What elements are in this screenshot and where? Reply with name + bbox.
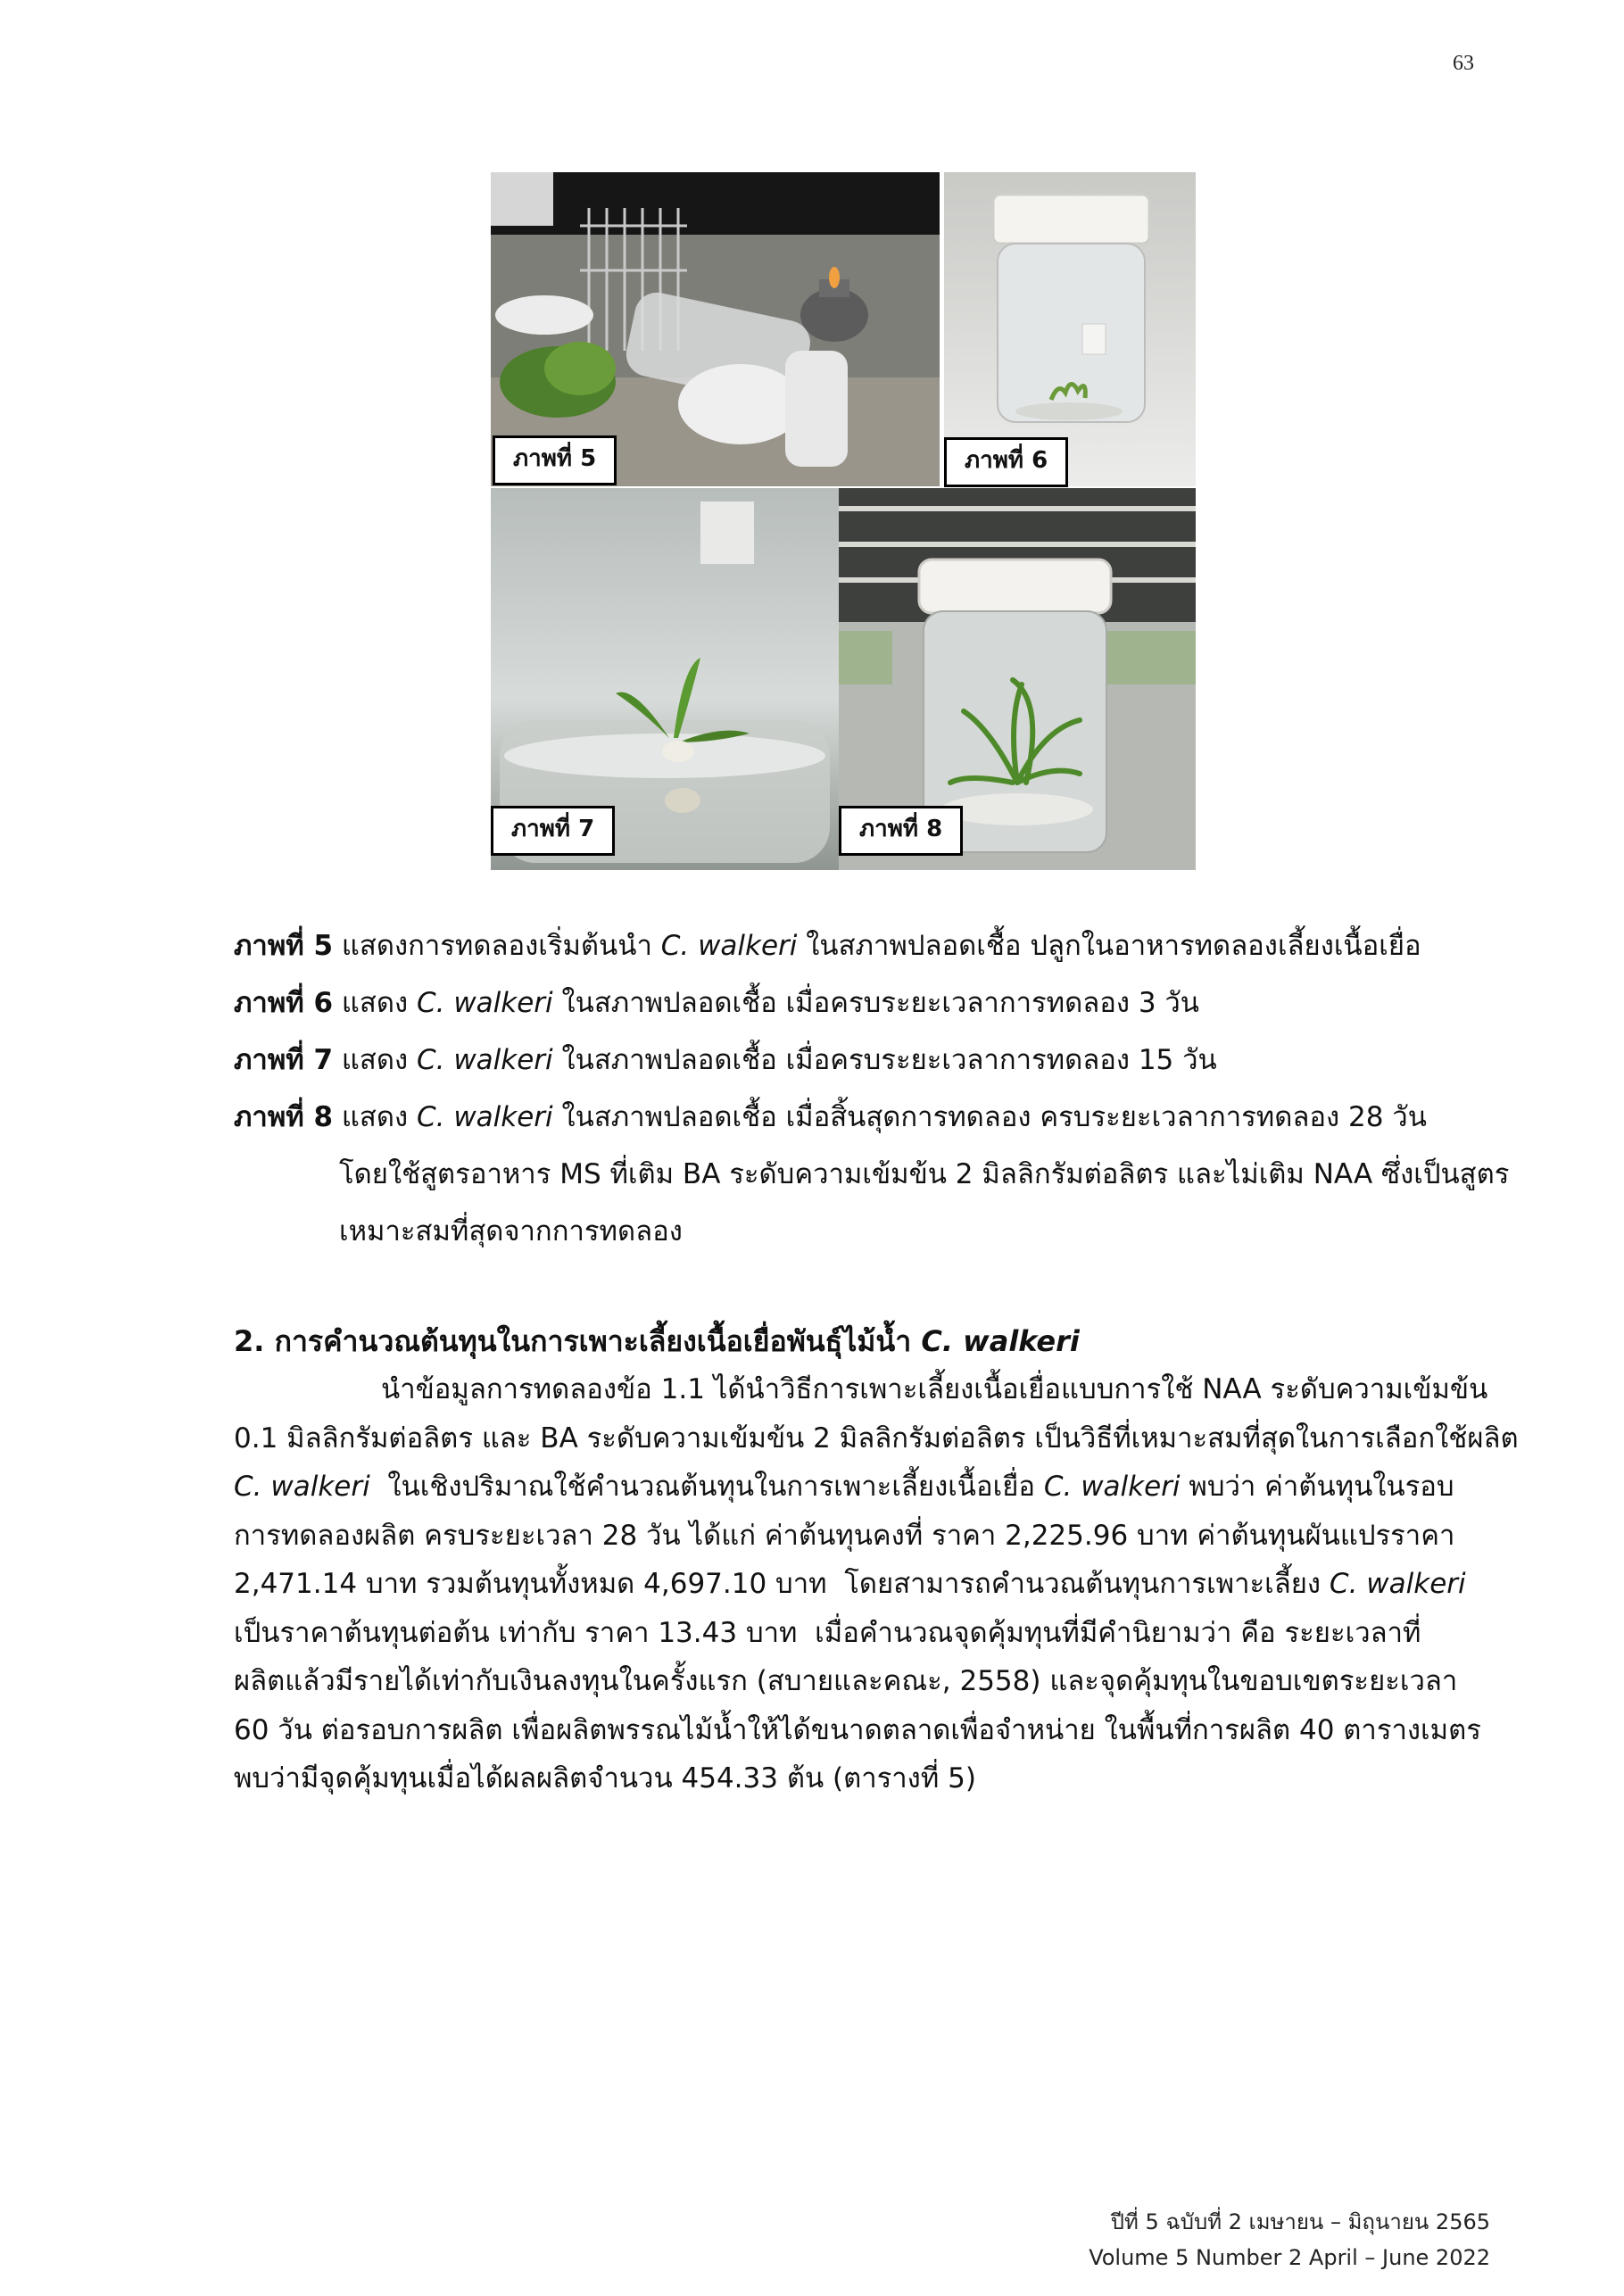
paragraph-line-5-text	[234, 1560, 1466, 1609]
footer-english: Volume 5 Number 2 April – June 2022	[1089, 2245, 1490, 2270]
caption-8-species: C. walkeri	[416, 1101, 553, 1133]
paragraph-line-6	[234, 1609, 1479, 1658]
paragraph-line-2-text: 0.1 มิลลิกรัมต่อลิตร และ BA ระดับความเข้มข้น 2 มิลลิกรัมต่อลิตร เป็นวิธีที่เหมาะสมที่สุดในการเลือกใช้ผลิต	[234, 1422, 1519, 1455]
species-italic: C. walkeri	[1043, 1471, 1181, 1503]
species-italic: C. walkeri	[1329, 1568, 1466, 1600]
paragraph-line-4	[234, 1512, 1479, 1561]
paragraph-line-3-b: พบว่า ค่าต้นทุนในรอบ	[1180, 1471, 1454, 1503]
paragraph-line-9-text: พบว่ามีจุดคุ้มทุนเมื่อได้ผลผลิตจำนวน 454.33 ต้น (ตารางที่ 5)	[234, 1762, 976, 1795]
caption-5	[234, 917, 1483, 974]
body-paragraph	[234, 1365, 1519, 1803]
caption-8-text-a: แสดง	[333, 1101, 417, 1133]
paragraph-line-1	[234, 1365, 1488, 1414]
figure-captions	[234, 917, 1510, 1260]
paragraph-line-8	[234, 1706, 1479, 1755]
caption-8-label: ภาพที่ 8	[234, 1101, 334, 1133]
caption-7-species: C. walkeri	[416, 1044, 553, 1076]
species-italic: C. walkeri	[234, 1471, 370, 1503]
photo-6-label: ภาพที่ 6	[944, 437, 1068, 487]
paragraph-line-2	[234, 1414, 1519, 1463]
paragraph-line-3	[234, 1463, 1479, 1512]
paragraph-line-9	[234, 1754, 1479, 1803]
caption-6-text-a: แสดง	[333, 987, 417, 1019]
photo-5-label: ภาพที่ 5	[493, 435, 617, 485]
page-number: 63	[1453, 52, 1474, 75]
paragraph-line-5-a: 2,471.14 บาท รวมต้นทุนทั้งหมด 4,697.10 บาท โดยสามารถคำนวณต้นทุนการเพาะเลี้ยง	[234, 1568, 1330, 1600]
caption-8	[234, 1089, 1483, 1146]
caption-8-line-3: เหมาะสมที่สุดจากการทดลอง	[339, 1215, 683, 1247]
paragraph-line-3-text	[234, 1463, 1454, 1512]
caption-7-label: ภาพที่ 7	[234, 1044, 334, 1076]
caption-5-label: ภาพที่ 5	[234, 930, 334, 962]
photo-7-label: ภาพที่ 7	[491, 806, 615, 856]
caption-5-text-b: ในสภาพปลอดเชื้อ ปลูกในอาหารทดลองเลี้ยงเนื้อเยื่อ	[797, 930, 1421, 962]
paragraph-line-7-text: ผลิตแล้วมีรายได้เท่ากับเงินลงทุนในครั้งแรก (สบายและคณะ, 2558) และจุดคุ้มทุนในขอบเขตระยะเวลา	[234, 1665, 1458, 1697]
caption-8-line-2: โดยใช้สูตรอาหาร MS ที่เติม BA ระดับความเข้มข้น 2 มิลลิกรัมต่อลิตร และไม่เติม NAA ซึ่งเป็นสูตร	[339, 1158, 1510, 1190]
paragraph-line-5	[234, 1560, 1479, 1609]
caption-8-text-b: ในสภาพปลอดเชื้อ เมื่อสิ้นสุดการทดลอง ครบระยะเวลาการทดลอง 28 วัน	[552, 1101, 1427, 1133]
caption-7	[234, 1032, 1483, 1089]
section-heading-text: 2. การคำนวณต้นทุนในการเพาะเลี้ยงเนื้อเยื่อพันธุ์ไม้น้ำ	[234, 1324, 922, 1358]
caption-5-species: C. walkeri	[660, 930, 798, 962]
footer-thai: ปีที่ 5 ฉบับที่ 2 เมษายน – มิถุนายน 2565	[1110, 2209, 1490, 2234]
caption-7-text-b: ในสภาพปลอดเชื้อ เมื่อครบระยะเวลาการทดลอง 15 วัน	[552, 1044, 1217, 1076]
caption-7-text-a: แสดง	[333, 1044, 417, 1076]
photo-8-label: ภาพที่ 8	[839, 806, 963, 856]
paragraph-line-1-text: นำข้อมูลการทดลองข้อ 1.1 ได้นำวิธีการเพาะเลี้ยงเนื้อเยื่อแบบการใช้ NAA ระดับความเข้มข้น	[381, 1373, 1488, 1405]
caption-6	[234, 974, 1483, 1032]
paragraph-line-7	[234, 1657, 1479, 1706]
paragraph-line-8-text: 60 วัน ต่อรอบการผลิต เพื่อผลิตพรรณไม้น้ำให้ได้ขนาดตลาดเพื่อจำหน่าย ในพื้นที่การผลิต 40 ตารางเมตร	[234, 1713, 1481, 1746]
caption-6-text-b: ในสภาพปลอดเชื้อ เมื่อครบระยะเวลาการทดลอง 3 วัน	[552, 987, 1199, 1019]
caption-6-species: C. walkeri	[416, 987, 553, 1019]
paragraph-line-3-a: ในเชิงปริมาณใช้คำนวณต้นทุนในการเพาะเลี้ยงเนื้อเยื่อ	[369, 1471, 1044, 1503]
paragraph-line-4-text: การทดลองผลิต ครบระยะเวลา 28 วัน ได้แก่ ค่าต้นทุนคงที่ ราคา 2,225.96 บาท ค่าต้นทุนผันแปรราคา	[234, 1519, 1455, 1552]
caption-5-text-a: แสดงการทดลองเริ่มต้นนำ	[333, 930, 661, 962]
paragraph-line-6-text: เป็นราคาต้นทุนต่อต้น เท่ากับ ราคา 13.43 บาท เมื่อคำนวณจุดคุ้มทุนที่มีคำนิยามว่า คือ ระยะเวลาที่	[234, 1616, 1421, 1649]
caption-6-label: ภาพที่ 6	[234, 987, 334, 1019]
section-heading-species: C. walkeri	[921, 1324, 1080, 1358]
section-heading	[234, 1319, 1080, 1364]
